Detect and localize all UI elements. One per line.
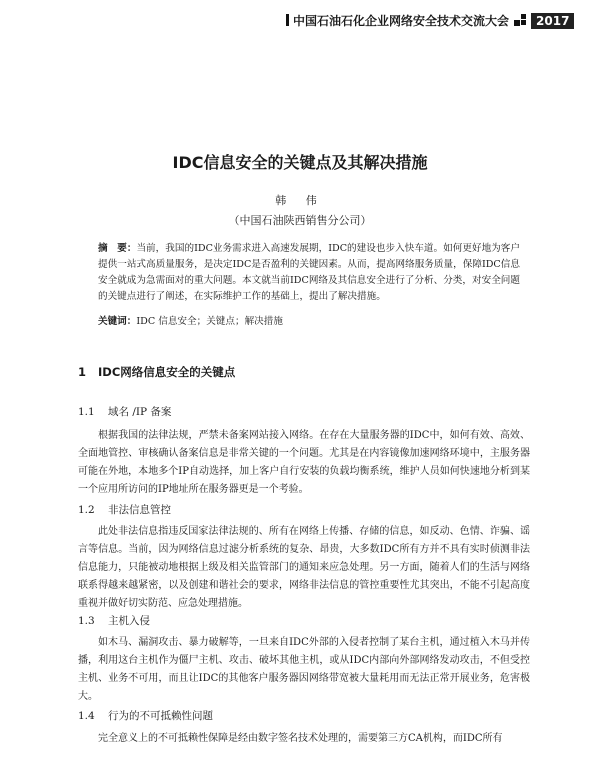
abstract-text: 当前，我国的IDC业务需求进入高速发展期，IDC的建设也步入快车道。如何更好地为客户提供一站式高质量服务，是决定IDC是否盈利的关键因素。从而，提高网络服务质量，保障IDC信息安全就成为急需面对的重大问题。本文就当前IDC网络及其信息安全进行了分析、分类，对安全问题的关键点进行了阐述，在实际维护工作的基础上，提出了解决措施。 — [98, 243, 520, 302]
article-title: IDC信息安全的关键点及其解决措施 — [172, 153, 428, 172]
paragraph: 如木马、漏洞攻击、暴力破解等，一旦来自IDC外部的入侵者控制了某台主机，通过植入木马并传播，利用这台主机作为僵尸主机、攻击、破坏其他主机，或从IDC内部向外部网络发动攻击，不但受控主机、业务不可用，而且让IDC的其他客户服务器因网络带宽被大量耗用而无法正常开展业务，危害极大。 — [78, 637, 530, 702]
section-number: 1 — [78, 365, 87, 379]
paragraph: 此处非法信息指违反国家法律法规的、所有在网络上传播、存储的信息，如反动、色情、诈骗、谣言等信息。当前，因为网络信息过滤分析系统的复杂、昂贵，大多数IDC所有方并不具有实时侦测非法信息能力，只能被动地根据上级及相关监管部门的通知来应急处理。另一方面，随着人们的生活与网络联系得越来越紧密，以及创建和谐社会的要求，网络非法信息的管控重要性尤其突出，不能不引起高度重视并做好切实防范、应急处理措施。 — [78, 526, 530, 609]
section-heading — [78, 364, 235, 380]
squares-mark — [514, 14, 528, 26]
keywords-label: 关键词： — [98, 316, 137, 327]
section-title: IDC网络信息安全的关键点 — [98, 365, 236, 379]
subsection-number: 1.4 — [78, 710, 95, 722]
header-bar-mark — [286, 14, 289, 26]
subsection-number: 1.1 — [78, 406, 95, 418]
paragraph: 完全意义上的不可抵赖性保障是经由数字签名技术处理的，需要第三方CA机构，而IDC所有 — [98, 733, 503, 744]
subsection-heading — [78, 708, 213, 723]
subsection-number: 1.2 — [78, 504, 95, 516]
abstract-label: 摘 要： — [98, 243, 137, 254]
year-badge: 2017 — [531, 13, 574, 29]
subsection-title: 非法信息管控 — [108, 504, 171, 516]
keywords-text: IDC 信息安全；关键点；解决措施 — [136, 316, 283, 327]
affiliation: （中国石油陕西销售分公司） — [228, 214, 372, 227]
subsection-heading — [78, 613, 150, 628]
subsection-title: 主机入侵 — [108, 615, 150, 627]
conference-name: 中国石油石化企业网络安全技术交流大会 — [293, 14, 510, 28]
subsection-heading — [78, 502, 171, 517]
keywords — [98, 314, 520, 330]
subsection-number: 1.3 — [78, 615, 95, 627]
subsection-title: 域名 /IP 备案 — [108, 406, 172, 418]
author: 韩 伟 — [275, 194, 325, 207]
subsection-heading — [78, 404, 171, 419]
subsection-title: 行为的不可抵赖性问题 — [108, 710, 213, 722]
running-header — [286, 12, 586, 32]
paragraph: 根据我国的法律法规，严禁未备案网站接入网络。在存在大量服务器的IDC中，如何有效、高效、全面地管控、审核确认备案信息是非常关键的一个问题。尤其是在内容镜像加速网络环境中，主服务器可能在外地，本地多个IP自动选择，加上客户自行安装的负载均衡系统，维护人员如何快速地分析到某一个应用所访问的IP地址所在服务器更是一个考验。 — [78, 430, 530, 495]
abstract — [98, 241, 520, 305]
